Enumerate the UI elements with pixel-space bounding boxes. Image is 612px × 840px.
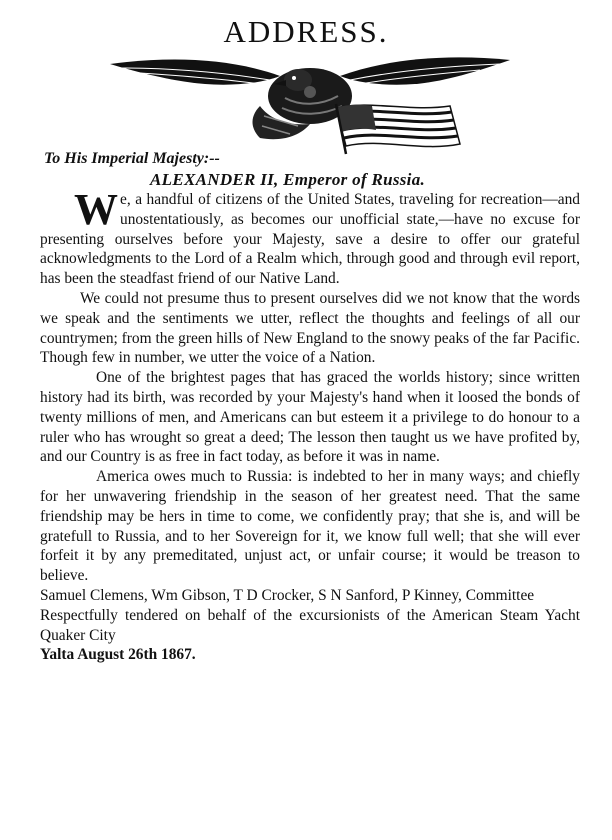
- paragraph-4: America owes much to Russia: is indebted to her in many ways; and chiefly for her unwavering friendship in the season of her greatest need. That the same friendship may be hers in time to come, we confidently pray; that she is, and will be gratefull to Russia, and to her Sovereign for it, we know full well; that she will ever forfeit it by any premeditated, unjust act, or unfair course; it would be treason to believe.: [40, 468, 580, 585]
- committee-signatures: Samuel Clemens, Wm Gibson, T D Crocker, S N Sanford, P Kinney, Committee: [40, 586, 535, 604]
- drop-cap: W: [74, 185, 118, 234]
- paragraph-1-text: e, a handful of citizens of the United States, traveling for recreation—and unostentatiously, as becomes our unofficial state,—have no excuse for presenting ourselves before your Majesty, save a desire to offer our grateful acknowledgments to the Lord of a Realm which, through good and through evil report, has been the steadfast friend of our Native Land.: [40, 191, 580, 288]
- eagle-right-wing: [340, 57, 510, 84]
- us-flag: [336, 104, 460, 154]
- eagle-left-wing: [110, 60, 280, 85]
- salutation: To His Imperial Majesty:--: [44, 150, 220, 167]
- eagle-flag-emblem: [110, 46, 510, 158]
- dateline: Yalta August 26th 1867.: [40, 646, 196, 664]
- document-title: ADDRESS.: [223, 14, 389, 49]
- addressee: ALEXANDER II, Emperor of Russia.: [150, 170, 426, 189]
- address-body: [40, 185, 580, 665]
- paragraph-1: [40, 185, 580, 289]
- paragraph-2: We could not presume thus to present ourselves did we not know that the words we speak and the sentiments we utter, reflect the thoughts and feelings of all our countrymen; from the green hills of New England to the snowy peaks of the far Pacific. Though few in number, we utter the voice of a Nation.: [40, 289, 580, 367]
- paragraph-3: One of the brightest pages that has graced the worlds history; since written history had its birth, was recorded by your Majesty's hand when it loosed the bonds of twenty millions of men, and Americans can but esteem it a privilege to do honour to a ruler who has wrought so great a deed; The lesson then taught us we have profited by, and our Country is as free in fact today, as before it was in name.: [40, 369, 580, 466]
- tender-line: Respectfully tendered on behalf of the excursionists of the American Steam Yacht Quaker City: [40, 606, 580, 644]
